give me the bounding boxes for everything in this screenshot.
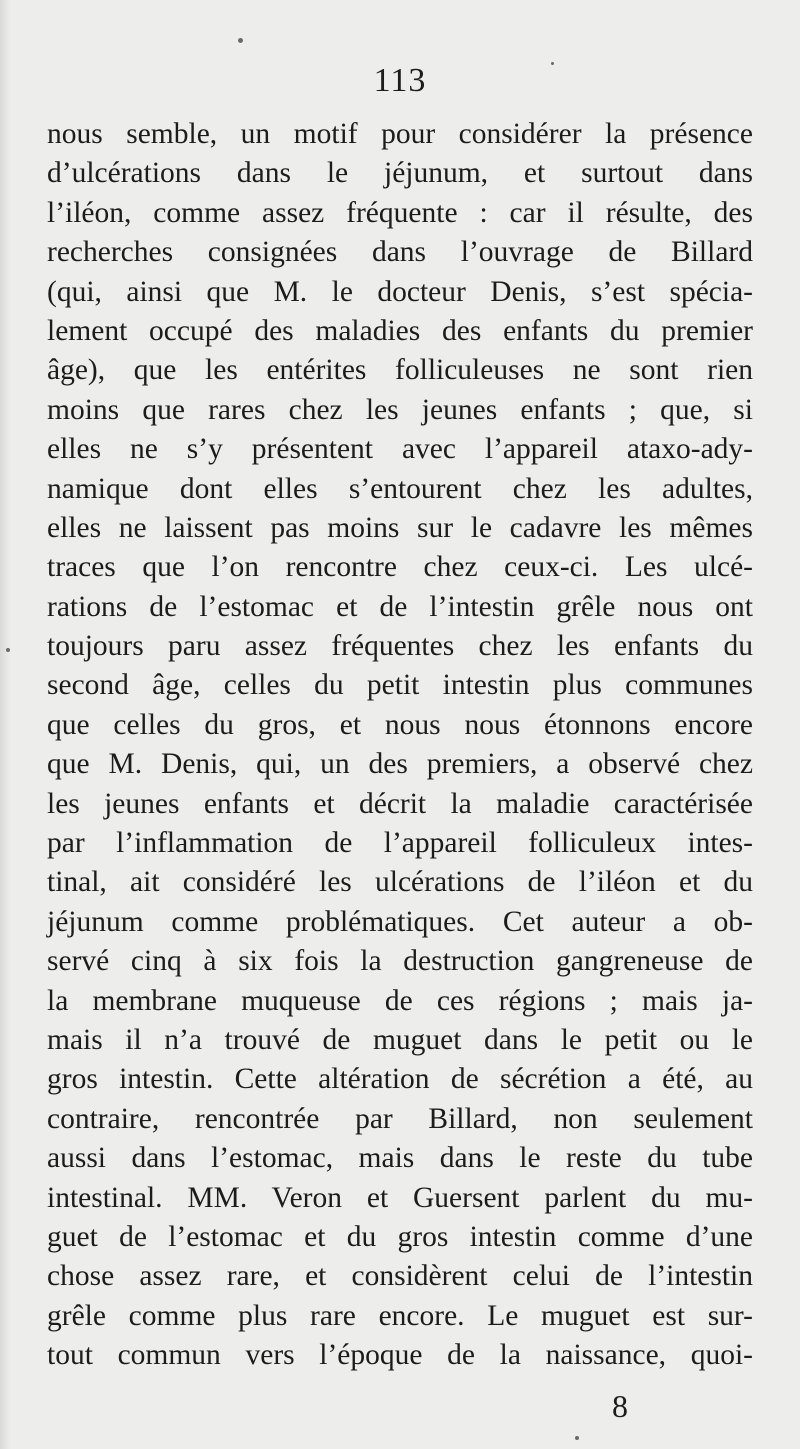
text-line: (qui, ainsi que M. le docteur Denis, s’est spécia-	[47, 275, 753, 308]
text-line: rations de l’estomac et de l’intestin grêle nous ont	[47, 590, 753, 623]
paper-speck	[6, 648, 10, 652]
text-line: d’ulcérations dans le jéjunum, et surtout dans	[47, 157, 753, 190]
text-line: tout commun vers l’époque de la naissance, quoi-	[47, 1339, 753, 1372]
text-line: toujours paru assez fréquentes chez les enfants du	[47, 630, 753, 663]
text-line: recherches consignées dans l’ouvrage de Billard	[47, 236, 753, 269]
text-line: guet de l’estomac et du gros intestin comme d’une	[47, 1220, 753, 1253]
text-line: servé cinq à six fois la destruction gangreneuse de	[47, 945, 753, 978]
text-line: namique dont elles s’entourent chez les adultes,	[47, 472, 753, 505]
text-line: gros intestin. Cette altération de sécrétion a été, au	[47, 1063, 753, 1096]
text-line: que celles du gros, et nous nous étonnons encore	[47, 708, 753, 741]
text-line: jéjunum comme problématiques. Cet auteur a ob-	[47, 905, 753, 938]
text-line: chose assez rare, et considèrent celui de l’intestin	[47, 1260, 753, 1293]
text-line: tinal, ait considéré les ulcérations de l’iléon et du	[47, 866, 753, 899]
text-line: moins que rares chez les jeunes enfants ; que, si	[47, 393, 753, 426]
text-line: âge), que les entérites folliculeuses ne sont rien	[47, 354, 753, 387]
text-line: traces que l’on rencontre chez ceux-ci. Les ulcé-	[47, 551, 753, 584]
text-line: elles ne laissent pas moins sur le cadavre les mêmes	[47, 511, 753, 544]
text-line: mais il n’a trouvé de muguet dans le petit ou le	[47, 1023, 753, 1056]
text-line: aussi dans l’estomac, mais dans le reste du tube	[47, 1142, 753, 1175]
page-edge-shadow	[0, 0, 10, 1449]
text-line: nous semble, un motif pour considérer la présence	[47, 118, 753, 150]
text-line: par l’inflammation de l’appareil folliculeux intes-	[47, 827, 753, 860]
text-line: la membrane muqueuse de ces régions ; mais ja-	[47, 984, 753, 1017]
text-line: l’iléon, comme assez fréquente : car il résulte, des	[47, 196, 753, 229]
text-line: contraire, rencontrée par Billard, non seulement	[47, 1102, 753, 1135]
signature-mark: 8	[612, 1388, 628, 1424]
text-line: elles ne s’y présentent avec l’appareil ataxo-ady-	[47, 433, 753, 466]
text-line: que M. Denis, qui, un des premiers, a observé chez	[47, 748, 753, 781]
text-line: intestinal. MM. Veron et Guersent parlent du mu-	[47, 1181, 753, 1214]
paper-speck	[238, 38, 243, 43]
text-line: les jeunes enfants et décrit la maladie caractérisée	[47, 787, 753, 820]
text-line: second âge, celles du petit intestin plus communes	[47, 669, 753, 702]
paper-speck	[575, 1436, 579, 1440]
page-number: 113	[373, 62, 427, 99]
body-text	[47, 115, 753, 1376]
paper-speck	[551, 62, 554, 65]
text-line: lement occupé des maladies des enfants du premier	[47, 314, 753, 347]
text-line: grêle comme plus rare encore. Le muguet est sur-	[47, 1299, 753, 1332]
